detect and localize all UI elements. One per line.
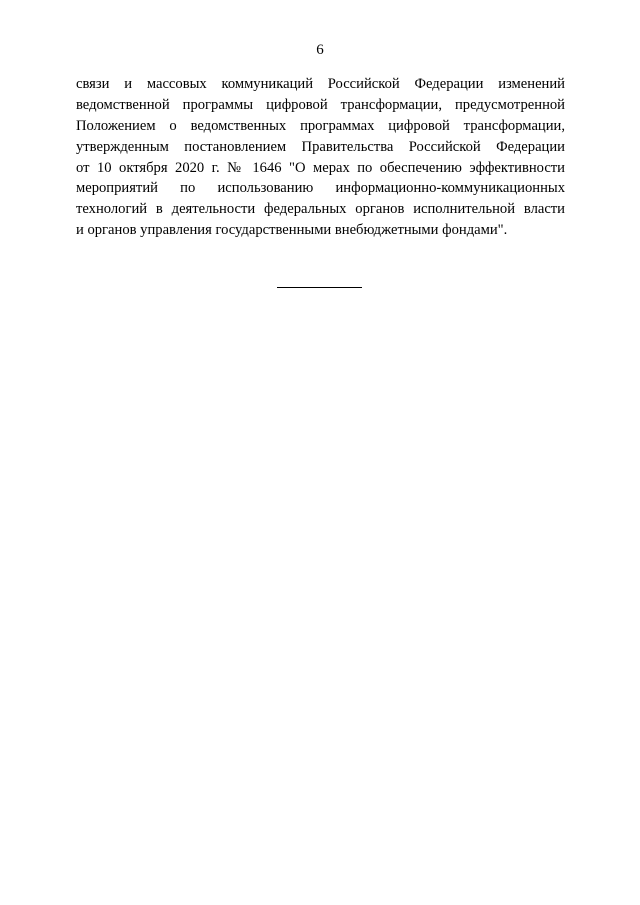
paragraph-line: от 10 октября 2020 г. № 1646 "О мерах по обеспечению эффективности (76, 159, 565, 176)
paragraph-line: ведомственной программы цифровой трансформации, предусмотренной (76, 96, 565, 113)
paragraph-line: и органов управления государственными внебюджетными фондами". (76, 222, 508, 239)
paragraph-line: утвержденным постановлением Правительства Российской Федерации (76, 138, 565, 155)
paragraph-line: Положением о ведомственных программах цифровой трансформации, (76, 117, 565, 134)
end-separator-line (277, 287, 362, 288)
paragraph-line: мероприятий по использованию информационно-коммуникационных (76, 180, 565, 197)
body-paragraph (76, 74, 565, 241)
paragraph-line: технологий в деятельности федеральных органов исполнительной власти (76, 201, 565, 218)
page-number: 6 (316, 42, 324, 58)
paragraph-line: связи и массовых коммуникаций Российской Федерации изменений (76, 76, 565, 92)
